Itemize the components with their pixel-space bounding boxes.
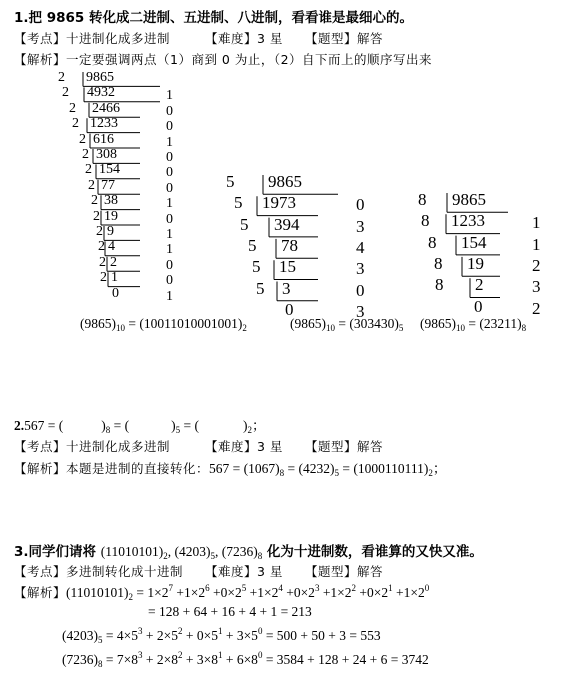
base8-quotient: 9865 xyxy=(452,190,486,209)
q3-nandu: 【难度】3 星 xyxy=(205,564,283,579)
binary-quotient: 9865 xyxy=(86,70,114,85)
binary-remainder: 0 xyxy=(166,273,173,289)
binary-divisor: 2 xyxy=(58,70,65,85)
base8-remainder: 2 xyxy=(532,255,541,275)
base5-quotient: 78 xyxy=(281,235,298,255)
binary-divisor: 2 xyxy=(100,270,107,286)
result-base8: $(9865)_{10} = (23211)_8$ xyxy=(420,316,527,333)
binary-divisor: 2 xyxy=(69,100,76,116)
binary-quotient: 154 xyxy=(99,162,120,178)
binary-remainder: 0 xyxy=(166,103,173,119)
base8-quotient: 1233 xyxy=(451,211,485,231)
binary-quotient: 1233 xyxy=(90,116,118,132)
base8-divisor: 8 xyxy=(435,275,444,295)
base5-divisor: 5 xyxy=(226,172,235,191)
q3-line1: $(11010101)_2 = 1\times 2^7 +1\times 2^6 +0\times 2^5 +1\times 2^4 +0\times 2^3 +1\times 2^2 +0\times 2^1 +1\times 2^0$ xyxy=(66,583,430,602)
base5-quotient: 9865 xyxy=(268,172,302,191)
binary-divisor: 2 xyxy=(93,208,100,224)
q2-title: 2.567 = ( )$_8$ = ( )$_5$ = ( )$_2$； xyxy=(14,418,266,435)
q3-line3: $(4203)_5 = 4\times 5^3 + 2\times 5^2 + 0\times 5^1 + 3\times 5^0 = 500 + 50 + 3 = 553$ xyxy=(62,626,381,645)
binary-quotient: 308 xyxy=(96,147,117,162)
q1-title: 1.把 9865 转化成二进制、五进制、八进制，看看谁是最细心的。 xyxy=(14,10,413,26)
base5-divisor: 5 xyxy=(256,278,265,298)
q1-tixing: 【题型】解答 xyxy=(305,31,384,46)
binary-remainder: 1 xyxy=(166,88,173,104)
binary-quotient: 0 xyxy=(112,285,119,301)
binary-quotient: 616 xyxy=(93,131,114,147)
q3-jiexi: 【解析】$(11010101)_2 = 1\times 2^7 +1\times 2^6 +0\times 2^5 +1\times 2^4 +0\times 2^3 +1\times 2^2 +0\times 2^1 +1\times 2^0$ xyxy=(14,583,430,602)
base8-quotient: 19 xyxy=(467,253,484,273)
binary-remainder: 1 xyxy=(166,288,173,304)
binary-divisor: 2 xyxy=(72,116,79,132)
base8-divisor: 8 xyxy=(428,232,437,252)
binary-divisor: 2 xyxy=(82,147,89,162)
binary-divisor: 2 xyxy=(99,254,106,270)
binary-remainder: 1 xyxy=(166,242,173,258)
base8-remainder: 2 xyxy=(532,298,541,318)
q1-kaodian: 【考点】十进制化成多进制 xyxy=(14,31,171,46)
base8-divisor: 8 xyxy=(418,190,427,209)
binary-quotient: 4932 xyxy=(87,85,115,101)
binary-remainder: 1 xyxy=(166,134,173,150)
base5-remainder: 4 xyxy=(356,237,365,257)
result-base5: $(9865)_{10} = (303430)_5$ xyxy=(290,316,404,333)
binary-remainder: 0 xyxy=(166,165,173,181)
base5-remainder: 0 xyxy=(356,280,365,300)
binary-divisor: 2 xyxy=(88,177,95,193)
base5-quotient: 3 xyxy=(282,278,291,298)
binary-quotient: 9 xyxy=(107,224,114,239)
binary-remainder: 0 xyxy=(166,180,173,196)
base5-remainder: 3 xyxy=(356,259,365,279)
binary-remainder: 0 xyxy=(166,211,173,227)
base8-quotient: 2 xyxy=(475,275,484,295)
base5-quotient: 15 xyxy=(279,257,296,277)
q3-title: 3.同学们请将 $(11010101)_2$, $(4203)_5$, $(7236)_8$ 化为十进制数，看谁算的又快又准。 xyxy=(14,544,483,561)
binary-quotient: 2 xyxy=(110,254,117,270)
base5-quotient: 1973 xyxy=(262,193,296,213)
binary-divisor: 2 xyxy=(62,85,69,101)
binary-divisor: 2 xyxy=(98,239,105,255)
binary-quotient: 2466 xyxy=(92,100,120,116)
q1-jiexi: 【解析】一定要强调两点（1）商到 0 为止，（2）自下而上的顺序写出来 xyxy=(14,52,433,67)
binary-divisor: 2 xyxy=(79,131,86,147)
q2-nandu: 【难度】3 星 xyxy=(205,439,283,454)
result-binary: $(9865)_{10} = (10011010001001)_2$ xyxy=(80,316,247,333)
binary-quotient: 1 xyxy=(111,270,118,286)
binary-quotient: 77 xyxy=(101,177,115,193)
q3-line2: = 128 + 64 + 16 + 4 + 1 = 213 xyxy=(148,604,312,619)
base5-divisor: 5 xyxy=(234,193,243,213)
base8-divisor: 8 xyxy=(434,253,443,273)
q2-kaodian: 【考点】十进制化成多进制 xyxy=(14,439,171,454)
base5-remainder: 3 xyxy=(356,216,365,236)
q1-nandu: 【难度】3 星 xyxy=(205,31,283,46)
base5-quotient: 0 xyxy=(285,299,294,319)
binary-divisor: 2 xyxy=(85,162,92,178)
q3-kaodian: 【考点】多进制转化成十进制 xyxy=(14,564,184,579)
base5-remainder: 3 xyxy=(356,301,365,321)
binary-divisor: 2 xyxy=(91,193,98,209)
binary-remainder: 0 xyxy=(166,257,173,273)
base8-quotient: 154 xyxy=(461,232,487,252)
binary-remainder: 0 xyxy=(166,119,173,135)
base8-remainder: 1 xyxy=(532,234,541,254)
q3-tixing: 【题型】解答 xyxy=(305,564,384,579)
base5-divisor: 5 xyxy=(240,214,249,234)
binary-quotient: 19 xyxy=(104,208,118,224)
binary-remainder: 0 xyxy=(166,150,173,165)
binary-divisor: 2 xyxy=(96,224,103,239)
q3-line4: $(7236)_8 = 7\times 8^3 + 2\times 8^2 + 3\times 8^1 + 6\times 8^0 = 3584 + 128 + 24 + 6 = 3742$ xyxy=(62,650,429,669)
base5-divisor: 5 xyxy=(248,235,257,255)
q2-tixing: 【题型】解答 xyxy=(305,439,384,454)
base5-remainder: 0 xyxy=(356,195,365,215)
base5-quotient: 394 xyxy=(274,214,300,234)
binary-remainder: 1 xyxy=(166,196,173,212)
binary-quotient: 4 xyxy=(108,239,115,255)
q2-jiexi: 【解析】本题是进制的直接转化：$567 = (1067)_8 = (4232)_5 = (1000110111)_2$； xyxy=(14,461,447,478)
binary-remainder: 1 xyxy=(166,227,173,242)
base8-remainder: 3 xyxy=(532,277,541,297)
base8-remainder: 1 xyxy=(532,213,541,233)
base8-quotient: 0 xyxy=(474,296,483,316)
base8-divisor: 8 xyxy=(421,211,430,231)
binary-quotient: 38 xyxy=(104,193,118,209)
base5-divisor: 5 xyxy=(252,257,261,277)
